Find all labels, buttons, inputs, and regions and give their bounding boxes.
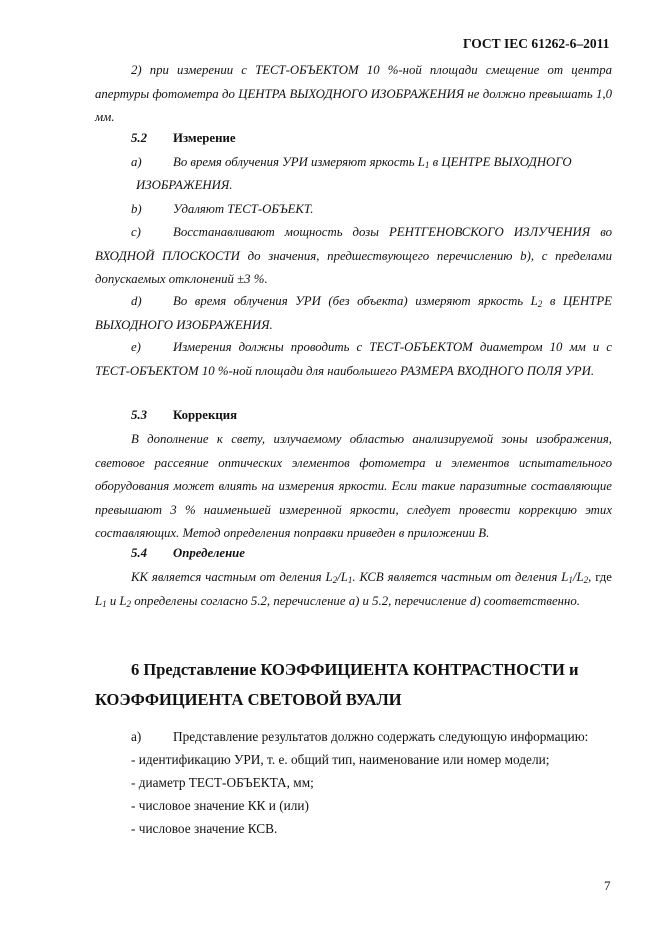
item-c	[95, 221, 612, 292]
section-title: Коррекция	[173, 408, 237, 422]
item-label-b: b)	[131, 202, 142, 216]
item-c-text: Восстанавливают мощность дозы РЕНТГЕНОВСКОГО ИЗЛУЧЕНИЯ во ВХОДНОЙ ПЛОСКОСТИ до значения, предшествующего перечислению b), с пределами допускаемых отклонений ±3 %.	[95, 225, 612, 286]
section-6-heading-line2: КОЭФФИЦИЕНТА СВЕТОВОЙ ВУАЛИ	[95, 690, 402, 709]
section-title: Измерение	[173, 131, 236, 145]
section-number: 5.4	[131, 546, 147, 560]
section-title: Определение	[173, 546, 245, 560]
item-b-text: Удаляют ТЕСТ-ОБЪЕКТ.	[173, 202, 314, 216]
item-a-continuation: ИЗОБРАЖЕНИЯ.	[136, 178, 233, 192]
list-item: - числовое значение КК и (или)	[131, 798, 309, 813]
section-5-4-text: КК является частным от деления $L_2/L_1$. КСВ является частным от деления $L_1/L_2$, где $L_1$ и $L_2$ определены согласно 5.2, перечисление a) и 5.2, перечисление d) соответственно.	[95, 570, 612, 609]
section-number: 5.3	[131, 408, 147, 422]
list-item: - диаметр ТЕСТ-ОБЪЕКТА, мм;	[131, 775, 314, 790]
item-label-a: a)	[131, 155, 142, 169]
item-a-results-text: Представление результатов должно содержать следующую информацию:	[173, 729, 589, 744]
document-header: ГОСТ IEC 61262-6–2011	[463, 36, 610, 51]
item-a-text: Во время облучения УРИ измеряют яркость $L_1$ в ЦЕНТРЕ ВЫХОДНОГО	[173, 155, 572, 170]
section-number: 5.2	[131, 131, 147, 145]
item-d-text: Во время облучения УРИ (без объекта) измеряют яркость $L_2$ в ЦЕНТРЕ ВЫХОДНОГО ИЗОБРАЖЕНИЯ.	[95, 294, 612, 332]
section-5-3-text: В дополнение к свету, излучаемому областью анализируемой зоны изображения, световое рассеяние оптических элементов фотометра и элементов испытательного оборудования может влиять на измерения яркости. Если такие паразитные составляющие превышают 3 % наименьшей измеренной яркости, следует провести коррекцию этих составляющих. Метод определения поправки приведен в приложении В.	[95, 432, 612, 540]
item-e	[95, 336, 612, 383]
list-item: - числовое значение КСВ.	[131, 821, 278, 836]
item-label-a-results: а)	[131, 729, 142, 744]
list-item: - идентификацию УРИ, т. е. общий тип, наименование или номер модели;	[131, 752, 550, 767]
item-e-text: Измерения должны проводить с ТЕСТ-ОБЪЕКТОМ диаметром 10 мм и с ТЕСТ-ОБЪЕКТОМ 10 %-ной площади для наибольшего РАЗМЕРА ВХОДНОГО ПОЛЯ УРИ.	[95, 340, 612, 378]
item-label-e: e)	[131, 340, 141, 354]
item-label-c: c)	[131, 225, 141, 239]
section-6-heading-line1: 6 Представление КОЭФФИЦИЕНТА КОНТРАСТНОСТИ и	[131, 660, 579, 679]
item-label-d: d)	[131, 294, 142, 308]
page-number: 7	[604, 878, 611, 893]
paragraph-item-2: 2) при измерении с ТЕСТ-ОБЪЕКТОМ 10 %-ной площади смещение от центра апертуры фотометра до ЦЕНТРА ВЫХОДНОГО ИЗОБРАЖЕНИЯ не должно превышать 1,0 мм.	[95, 63, 612, 124]
item-d	[95, 290, 612, 337]
